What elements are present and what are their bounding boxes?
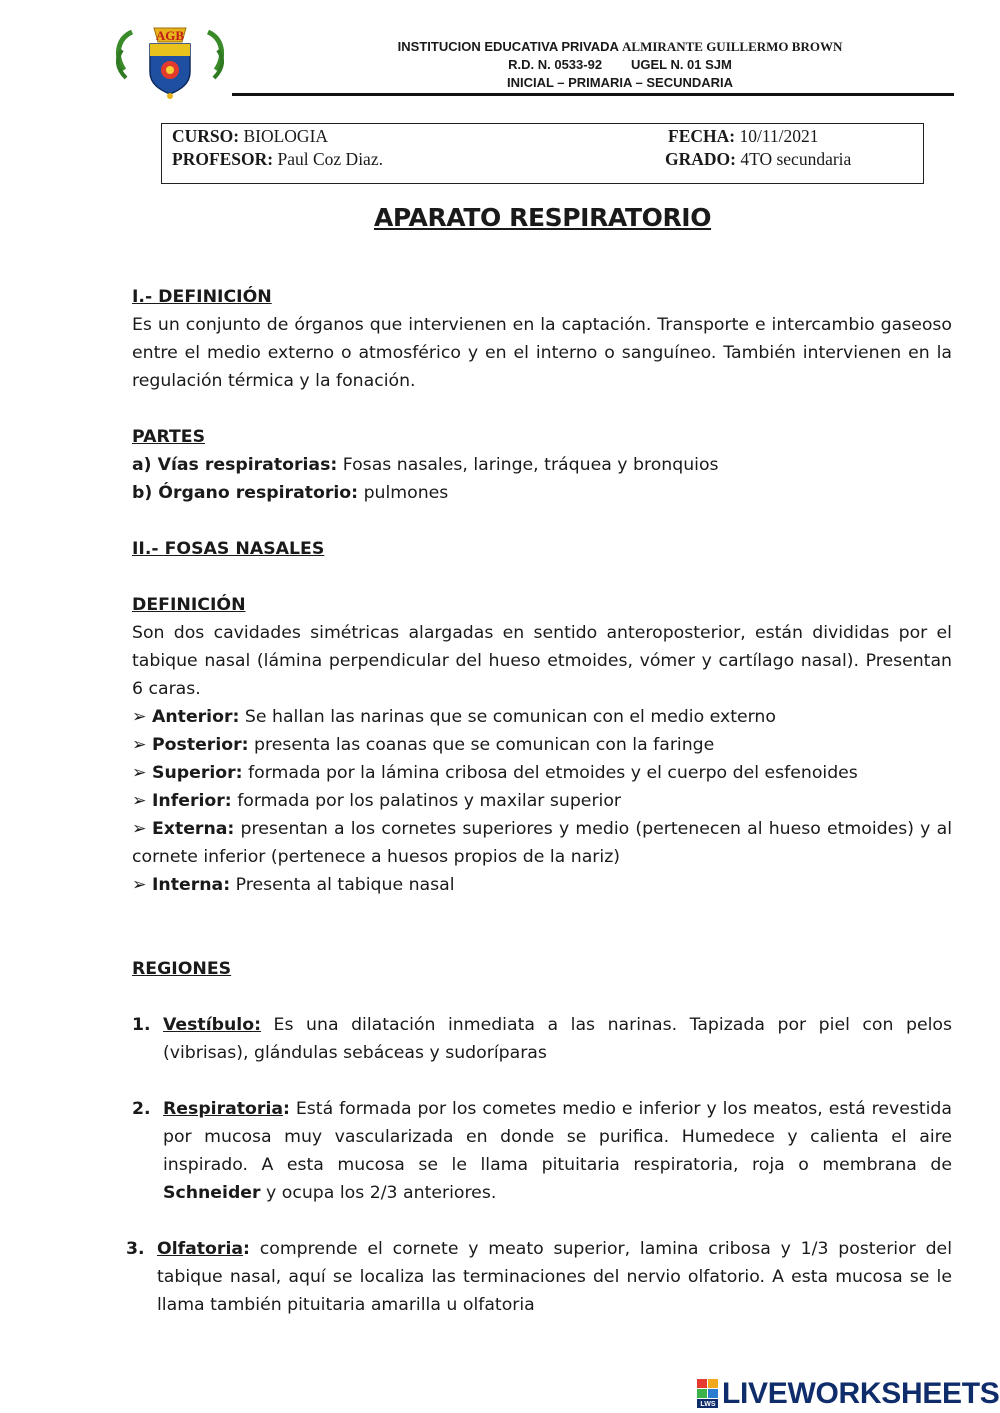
school-levels: INICIAL – PRIMARIA – SECUNDARIA [506, 75, 734, 90]
partes-item-a: a) Vías respiratorias: Fosas nasales, laringe, tráquea y bronquios [132, 455, 719, 475]
list-item: ➢ Interna: Presenta al tabique nasal [132, 871, 952, 899]
definicion-text: Son dos cavidades simétricas alargadas en sentido anteroposterior, están divididas por el tabique nasal (lámina perpendicular del hueso etmoides, vómer y cartílago nasal). Presentan 6 caras. [132, 623, 952, 699]
list-item: ➢ Posterior: presenta las coanas que se comunican con la faringe [132, 731, 952, 759]
svg-text:AGB: AGB [155, 28, 185, 43]
list-item: ➢ Externa: presentan a los cornetes superiores y medio (pertenecen al hueso etmoides) y al cornete inferior (pertenece a huesos propios de la nariz) [132, 815, 952, 871]
arrow-bullet-icon: ➢ [132, 875, 147, 895]
course-info-box [161, 123, 924, 184]
school-name: INSTITUCION EDUCATIVA PRIVADA [397, 39, 619, 54]
arrow-bullet-icon: ➢ [132, 819, 147, 839]
school-header [110, 20, 960, 100]
document-body [126, 283, 952, 1319]
liveworksheets-logo-icon [697, 1379, 719, 1409]
svg-text:LWS: LWS [700, 1401, 716, 1408]
section-definicion-text: Es un conjunto de órganos que intervienen en la captación. Transporte e intercambio gaseoso entre el medio externo o atmosférico y en el interno o sanguíneo. También intervienen en la regulación térmica y la fonación. [132, 315, 952, 391]
region-item-respiratoria: 2. Respiratoria: Está formada por los cometes medio e inferior y los meatos, está revestida por mucosa muy vascularizada en donde se purifica. Humedece y calienta el aire inspirado. A esta mucosa se le llama pituitaria respiratoria, roja o membrana de Schneider y ocupa los 2/3 anteriores. [132, 1099, 952, 1203]
grade-field: GRADO: 4TO secundaria [665, 149, 852, 169]
liveworksheets-watermark [697, 1376, 1000, 1412]
school-info [300, 38, 940, 92]
teacher-field: PROFESOR: Paul Coz Diaz. [172, 149, 383, 169]
definicion-heading: DEFINICIÓN [132, 595, 246, 615]
region-item-vestibulo: 1. Vestíbulo: Es una dilatación inmediata a las narinas. Tapizada por piel con pelos (vibrisas), glándulas sebáceas y sudoríparas [132, 1015, 952, 1063]
arrow-bullet-icon: ➢ [132, 707, 147, 727]
school-registration: R.D. N. 0533-92 UGEL N. 01 SJM [508, 57, 732, 72]
regiones-heading: REGIONES [132, 959, 232, 979]
list-item: ➢ Superior: formada por la lámina cribosa del etmoides y el cuerpo del esfenoides [132, 759, 952, 787]
region-item-olfatoria: 3. Olfatoria: comprende el cornete y meato superior, lamina cribosa y 1/3 posterior del tabique nasal, aquí se localiza las terminaciones del nervio olfatorio. A esta mucosa se le llama también pituitaria amarilla u olfatoria [126, 1239, 952, 1315]
partes-item-b: b) Órgano respiratorio: pulmones [132, 483, 449, 503]
date-field: FECHA: 10/11/2021 [668, 126, 819, 146]
watermark-text: LIVEWORKSHEETS [722, 1377, 1000, 1410]
section-fosas-heading: II.- FOSAS NASALES [132, 539, 325, 559]
arrow-bullet-icon: ➢ [132, 735, 147, 755]
school-name-rest: ALMIRANTE GUILLERMO BROWN [622, 39, 843, 54]
course-field: CURSO: BIOLOGIA [172, 126, 329, 146]
school-crest-icon [110, 20, 230, 100]
list-item: ➢ Anterior: Se hallan las narinas que se comunican con el medio externo [132, 703, 952, 731]
section-definicion-heading: I.- DEFINICIÓN [132, 287, 272, 307]
page-title: APARATO RESPIRATORIO [373, 203, 712, 232]
header-divider [232, 93, 954, 96]
arrow-bullet-icon: ➢ [132, 763, 147, 783]
arrow-bullet-icon: ➢ [132, 791, 147, 811]
partes-heading: PARTES [132, 427, 206, 447]
list-item: ➢ Inferior: formada por los palatinos y maxilar superior [132, 787, 952, 815]
